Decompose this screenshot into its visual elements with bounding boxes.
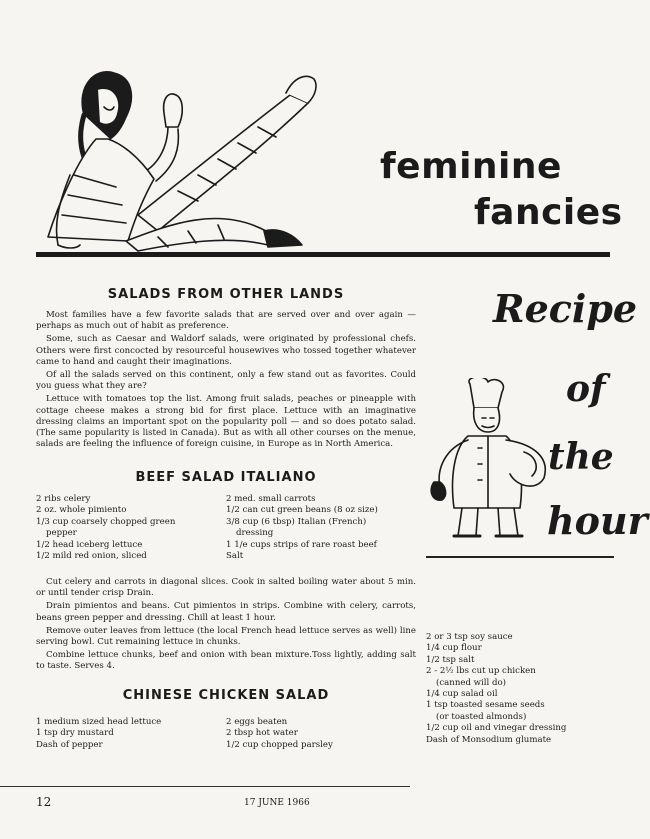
ingredient-item: 1/2 cup oil and vinegar dressing <box>426 723 567 734</box>
ingredient-item: 2 eggs beaten <box>226 717 288 727</box>
method-paragraph: Combine lettuce chunks, beef and onion with bean mixture.Toss lightly, adding salt to taste. Serves 4. <box>36 650 416 672</box>
ingredient-item: 2 - 2½ lbs cut up chicken <box>426 666 536 677</box>
recipe-of-hour-line3: the <box>548 436 614 478</box>
ingredient-item: (or toasted almonds) <box>436 711 527 722</box>
chinese-ingredients-right <box>226 717 416 751</box>
article-intro <box>36 310 416 452</box>
hero-ground-rule <box>36 252 610 257</box>
article-heading: SALADS FROM OTHER LANDS <box>107 287 345 302</box>
sidebar-ingredients <box>426 632 616 746</box>
method-paragraph: Cut celery and carrots in diagonal slices. Cook in salted boiling water about 5 min. or until tender crisp Drain. <box>36 577 416 599</box>
ingredient-item: 2 or 3 tsp soy sauce <box>426 632 513 642</box>
recipe-of-hour-line4: hour <box>547 498 648 543</box>
recipe-heading-beef: BEEF SALAD ITALIANO <box>135 470 317 485</box>
ingredient-item: 1/2 can cut green beans (8 oz size) <box>226 505 378 516</box>
woman-illustration <box>18 55 336 255</box>
ingredient-item: 1/4 cup salad oil <box>426 689 498 700</box>
ingredient-item: 2 med. small carrots <box>226 494 316 504</box>
ingredient-item: 1/2 tsp salt <box>426 654 475 665</box>
ingredient-item: 3/8 cup (6 tbsp) Italian (French) <box>226 516 367 527</box>
ingredient-item: Dash of pepper <box>36 739 103 750</box>
ingredient-item: 1 tsp toasted sesame seeds <box>426 700 545 711</box>
ingredient-item: 2 oz. whole pimiento <box>36 505 127 516</box>
column-title-line2: fancies <box>474 192 623 233</box>
footer-rule <box>0 786 410 787</box>
ingredient-item: 2 ribs celery <box>36 494 91 504</box>
ingredient-item: (canned will do) <box>436 677 507 688</box>
ingredient-item: Dash of Monsodium glumate <box>426 734 552 745</box>
method-paragraph: Drain pimientos and beans. Cut pimientos in strips. Combine with celery, carrots, beans green pepper and dressing. Chill at least 1 hour. <box>36 601 416 623</box>
beef-ingredients-right <box>226 494 416 562</box>
recipe-of-hour-line1: Recipe <box>493 286 638 331</box>
issue-date: 17 JUNE 1966 <box>244 798 310 808</box>
article-paragraph: Most families have a few favorite salads that are served over and over again — perhaps as much out of habit as preference. <box>36 310 416 332</box>
column-title-line1: feminine <box>380 146 562 187</box>
beef-method <box>36 577 416 675</box>
beef-ingredients-left <box>36 494 221 562</box>
article-paragraph: Lettuce with tomatoes top the list. Among fruit salads, peaches or pineapple with cottage cheese makes a strong bid for first place. Lettuce with an imaginative dressing claims an important spot on the popularity poll — and so does potato salad. (The same popularity is listed in Canada). But as with all other courses on the menue, salads are feeling the influence of foreign cuisine, in Europe as in North America. <box>36 394 416 450</box>
ingredient-item: 1/4 cup flour <box>426 643 482 654</box>
ingredient-item: 1/3 cup coarsely chopped green <box>36 516 176 527</box>
chef-illustration <box>424 378 554 543</box>
ingredient-item: dressing <box>236 528 274 539</box>
recipe-heading-chinese: CHINESE CHICKEN SALAD <box>122 688 330 703</box>
chinese-ingredients-left <box>36 717 221 751</box>
method-paragraph: Remove outer leaves from lettuce (the local French head lettuce serves as well) line serving bowl. Cut remaining lettuce in chunks. <box>36 625 416 648</box>
ingredient-item: 1 tsp dry mustard <box>36 728 114 739</box>
ingredient-item: Salt <box>226 551 244 562</box>
article-paragraph: Some, such as Caesar and Waldorf salads, were originated by professional chefs. Others were first concocted by resourceful housewives who tossed together whatever came to hand and caught their imaginations. <box>36 334 416 367</box>
page-number: 12 <box>36 795 52 809</box>
ingredient-item: 1/2 cup chopped parsley <box>226 739 333 750</box>
ingredient-item: 1/2 mild red onion, sliced <box>36 551 147 562</box>
ingredient-item: 1/2 head iceberg lettuce <box>36 539 143 550</box>
recipe-of-hour-line2: of <box>566 368 606 410</box>
sidebar-divider <box>426 556 614 558</box>
ingredient-item: 1 medium sized head lettuce <box>36 717 162 727</box>
ingredient-item: pepper <box>46 528 77 539</box>
ingredient-item: 2 tbsp hot water <box>226 728 298 739</box>
ingredient-item: 1 1/e cups strips of rare roast beef <box>226 539 377 550</box>
article-paragraph: Of all the salads served on this continent, only a few stand out as favorites. Could you guess what they are? <box>36 370 416 392</box>
